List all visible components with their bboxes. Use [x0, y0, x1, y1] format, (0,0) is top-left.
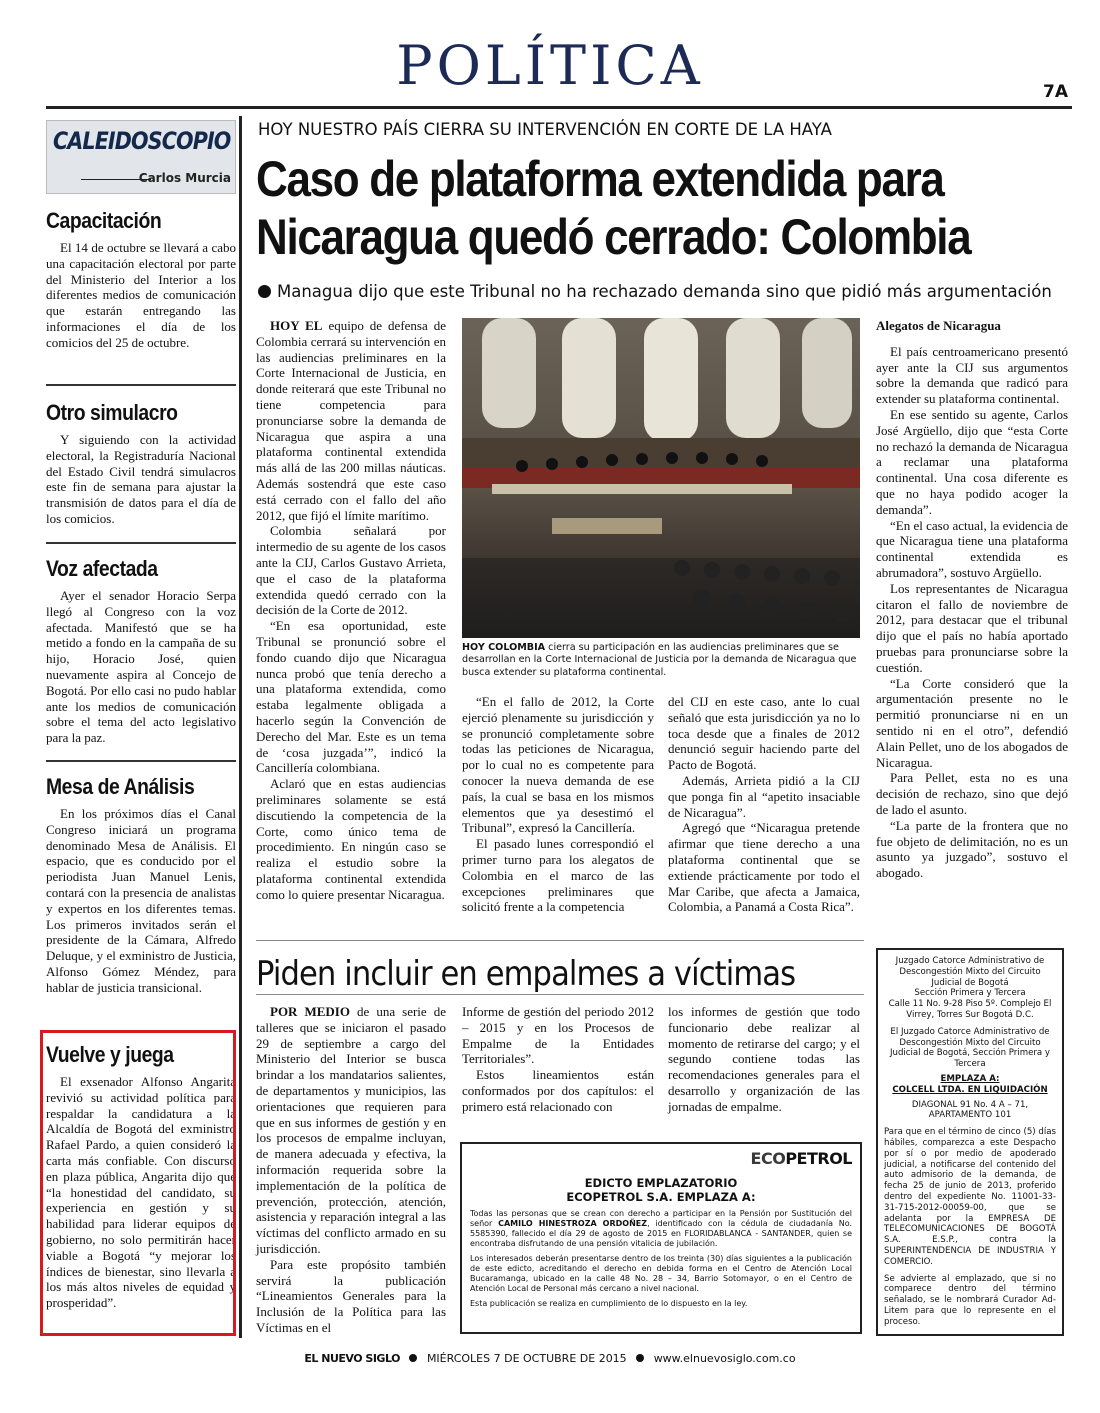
sidebar-item-body: Ayer el senador Horacio Serpa llegó al Congreso con la voz afectada. Manifestó que se ha metido a fondo en la campaña de su hijo, Horacio José, quien nuevamente aspira al Concejo de Bogotá. Por ello casi no pudo hablar ante los medios de comunicación sobre el tema del acto legislativo para la paz.: [46, 588, 236, 746]
notice-party: COLCELL LTDA. EN LIQUIDACIÓN: [892, 1084, 1048, 1095]
column-author: Carlos Murcia: [138, 171, 231, 185]
sidebar-item-mesa-de-analisis: [46, 774, 236, 996]
story-kicker: HOY NUESTRO PAÍS CIERRA SU INTERVENCIÓN EN CORTE DE LA HAYA: [258, 120, 832, 139]
sidebar-divider: [46, 384, 236, 386]
story-divider: [256, 940, 864, 941]
paragraph: de una serie de talleres que se iniciaron el pasado 29 de septiembre a cargo del Ministerio del Interior se busca brindar a los mandatarios salientes, de departamentos y municipios, las orientaciones que requieren para que en sus informes de gestión y en los procesos de empalme incluyan, de manera adecuada y efectiva, la información requerida sobre la implementación de la política de prevención, protección, atención, asistencia y reparación integral a las víctimas del conflicto armado en su jurisdicción.: [256, 1004, 446, 1256]
court-section: Sección Primera y Tercera: [914, 988, 1026, 999]
story-column-1: [256, 318, 446, 902]
sidebar-item-title: Vuelve y juega: [46, 1042, 174, 1067]
story2-column-3: [668, 1004, 860, 1115]
header-rule: [46, 106, 1072, 109]
notice-heading: EMPLAZA A:: [940, 1073, 1000, 1084]
bullet-icon: [258, 285, 271, 298]
headline-line-1: Caso de plataforma extendida para: [256, 151, 944, 207]
bullet-icon: [409, 1354, 417, 1362]
subhead-text: Managua dijo que este Tribunal no ha rechazado demanda sino que pidió más argumentación: [277, 282, 1052, 301]
party-address: DIAGONAL 91 No. 4 A – 71, APARTAMENTO 101: [911, 1099, 1029, 1121]
caption-lead: HOY COLOMBIA: [462, 642, 546, 653]
notice-title: EDICTO EMPLAZATORIO ECOPETROL S.A. EMPLAZA A:: [566, 1176, 756, 1204]
paragraph: Colombia señalará por intermedio de su agente de los casos ante la CIJ, Carlos Gustavo Arrieta, que el caso de la plataforma extendida quedó cerrado con la decisión de la Corte de 2012.: [256, 523, 446, 618]
story-column-3: [668, 694, 860, 915]
lead-in: HOY EL: [270, 318, 323, 333]
sidebar-item-title: Capacitación: [46, 208, 162, 233]
paragraph: “La Corte consideró que la argumentación presente no le permitió pronunciarse ni en un sentido ni en el otro”, defendió Alain Pellet, uno de los abogados de Nicaragua.: [876, 675, 1068, 770]
paragraph: los informes de gestión que todo funcionario debe realizar al momento de retirarse del cargo; y el segundo contiene todas las recomendaciones generales para el desarrollo y organización de las jornadas de empalme.: [668, 1004, 860, 1114]
paragraph: “En el fallo de 2012, la Corte ejerció plenamente su jurisdicción y se pronunció completamente sobre todas las peticiones de Nicaragua, por lo cual no es competente para conocer la nueva demanda de ese país, la cual se basa en los mismos elementos que ya desestimó el Tribunal”, expresó la Cancillería.: [462, 694, 654, 836]
paragraph: Aclaró que en estas audiencias preliminares solamente se está discutiendo la competencia de la Corte, como único tema de procedimiento. En ningún caso se realiza el estudio sobre la plataforma continental extendida como lo quiere presentar Nicaragua.: [256, 776, 446, 902]
court-name: Juzgado Catorce Administrativo de Descongestión Mixto del Circuito Judicial de Bogotá: [895, 956, 1045, 988]
column-badge: [46, 120, 236, 194]
sidebar-divider: [46, 760, 236, 762]
court-hall-image: [462, 318, 860, 638]
column-subtitle: Alegatos de Nicaragua: [876, 318, 1001, 333]
photo-caption: [462, 642, 860, 679]
sidebar-item-title: Voz afectada: [46, 556, 158, 581]
paragraph: “En esa oportunidad, este Tribunal se pronunció sobre el fondo cuando dijo que Nicaragua nunca probó que tenía derecho a una plataforma extendida, como estaba legalmente obligada a hacerlo según la Convención de Derecho del Mar. Este es un tema de ‘cosa juzgada’”, indicó la Cancillería colombiana.: [256, 618, 446, 776]
sidebar-item-body: En los próximos días el Canal Congreso iniciará un programa denominado Mesa de Análisis. El espacio, que es conducido por el periodista Juan Manuel Lenis, contará con la presencia de analistas y expertos en los diferentes temas. Los primeros invitados serán el presidente de la Cámara, Alfredo Deluque, y el exministro de Justicia, Alfonso Gómez Méndez, para hablar de justicia transicional.: [46, 806, 236, 995]
court-notice: [876, 948, 1064, 1336]
page-number: 7A: [1043, 82, 1068, 102]
paragraph: Además, Arrieta pidió a la CIJ que ponga fin al “apetito insaciable de Nicaragua”.: [668, 772, 860, 820]
page-footer: [0, 1352, 1100, 1365]
sidebar-item-title: Otro simulacro: [46, 400, 178, 425]
notice-paragraph: Se advierte al emplazado, que si no comparece dentro del término señalado, se le nombrará Curador Ad-Litem para que lo represente en el proceso.: [884, 1273, 1056, 1327]
notice-paragraph: Esta publicación se realiza en cumplimiento de lo dispuesto en la ley.: [470, 1299, 748, 1308]
ecopetrol-logo: ECOPETROL: [750, 1149, 852, 1168]
notice-paragraph: Todas las personas que se crean con derecho a participar en la Pensión por Sustitución del señor CAMILO HINESTROZA ORDOÑEZ, identificado con la cédula de ciudadanía No. 5585390, fallecido el día 29 de agosto de 2015 en FLORIDABLANCA - SANTANDER, quien se encontraba disfrutando de una pensión vitalicia de jubilación.: [470, 1209, 852, 1248]
paragraph: “La parte de la frontera que no fue objeto de delimitación, no es un asunto ya juzgado”, sostuvo el abogado.: [876, 817, 1068, 881]
story2-headline: Piden incluir en empalmes a víctimas: [256, 954, 796, 994]
sidebar-divider: [46, 542, 236, 544]
sidebar-item-capacitacion: [46, 208, 236, 351]
column-name: CALEIDOSCOPIO: [53, 127, 231, 155]
story2-rule: [256, 994, 864, 995]
story-headline: [256, 150, 1066, 266]
paragraph: Agregó que “Nicaragua pretende afirmar que tiene derecho a una plataforma continental que se extiende prácticamente por todo el Mar Caribe, que afecta a Jamaica, Colombia, a Panamá a Costa Rica”.: [668, 820, 860, 915]
section-title: POLÍTICA: [396, 34, 704, 97]
story2-column-2: [462, 1004, 654, 1115]
sidebar-item-title: Mesa de Análisis: [46, 774, 195, 799]
paragraph: En ese sentido su agente, Carlos José Argüello, dijo que “esta Corte no rechazó la demanda de Nicaragua a reclamar una plataforma continental. Una cosa diferente es que no haya podido acoger la demanda”.: [876, 406, 1068, 517]
publication-name: EL NUEVO SIGLO: [304, 1352, 400, 1365]
bullet-icon: [636, 1354, 644, 1362]
paragraph: Los representantes de Nicaragua citaron el fallo de noviembre de 2012, para destacar que el tribunal dijo que el país no había aportado pruebas para pronunciarse sobre la cuestión.: [876, 580, 1068, 675]
paragraph: del CIJ en este caso, ante lo cual señaló que esta jurisdicción ya no lo toca desde que a finales de 2012 denunció seguir haciendo parte del Pacto de Bogotá.: [668, 694, 860, 773]
paragraph: Para Pellet, esta no es una decisión de rechazo, sino que dejó de lado el asunto.: [876, 770, 1068, 817]
sidebar-item-voz-afectada: [46, 556, 236, 746]
headline-line-2: Nicaragua quedó cerrado: Colombia: [256, 209, 971, 265]
website-url: www.elnuevosiglo.com.co: [653, 1352, 796, 1365]
notice-paragraph: Los interesados deberán presentarse dentro de los treinta (30) días siguientes a la publicación de este edicto, acreditando el derecho en debida forma en el Centro de Atención Local Bucaramanga, ubicado en la calle 48 No. 28 – 34, Barrio Sotomayor, o en el Centro de Atención Local de Personal más cercano a nivel nacional.: [470, 1254, 852, 1293]
paragraph: El pasado lunes correspondió el primer turno para los alegatos de Colombia en el marco de las excepciones preliminares que solicitó frente a la competencia: [462, 836, 654, 915]
story2-column-1: [256, 1004, 446, 1336]
story-subhead: [258, 282, 1052, 301]
court-intro: El Juzgado Catorce Administrativo de Descongestión Mixto del Circuito Judicial de Bogotá, Sección Primera y Tercera: [889, 1026, 1050, 1070]
sidebar-item-body: El 14 de octubre se llevará a cabo una capacitación electoral por parte del Ministerio del Interior a los diferentes medios de comunicación que estarán entregando las informaciones el día de los comicios del 25 de octubre.: [46, 240, 236, 350]
court-photo: [462, 318, 860, 638]
paragraph: El país centroamericano presentó ayer ante la CIJ sus argumentos sobre la demanda que radicó para extender su plataforma continental.: [876, 343, 1068, 407]
story-column-4: [876, 318, 1068, 881]
ecopetrol-notice: [460, 1142, 862, 1334]
sidebar-item-otro-simulacro: [46, 400, 236, 527]
lead-in: POR MEDIO: [270, 1004, 350, 1019]
story-column-2: [462, 694, 654, 915]
sidebar-item-body: El exsenador Alfonso Angarita revivió su actividad política para respaldar la candidatura a la Alcaldía de Bogotá del exministro Rafael Pardo, a quien consideró la carta más confiable. Con discurso en plaza pública, Angarita dijo que “la honestidad del candidato, su experiencia en gestión y su habilidad para liderar equipos de gobierno, no solo permitirán hacer viable a Bogotá “y mejorar los índices de bienestar, sino llevarla a los más altos niveles de equidad y prosperidad”.: [46, 1074, 236, 1311]
caption-text: cierra su participación en las audiencias preliminares que se desarrollan en la Corte Internacional de Justicia por la demanda de Nicaragua que busca extender su plataforma continental.: [462, 642, 857, 678]
paragraph: Informe de gestión del periodo 2012 – 2015 y en los Procesos de Empalme de la Entidades Territoriales”.: [462, 1004, 654, 1067]
court-address: Calle 11 No. 9-28 Piso 5º. Complejo El Virrey, Torres Sur Bogotá D.C.: [888, 999, 1052, 1020]
issue-date: MIÉRCOLES 7 DE OCTUBRE DE 2015: [426, 1352, 627, 1365]
paragraph: Estos lineamientos están conformados por dos capítulos: el primero está relacionado con: [462, 1067, 654, 1114]
paragraph: equipo de defensa de Colombia cerrará su intervención en las audiencias preliminares en la Corte Internacional de Justicia, en donde reiterará que este Tribunal no tiene competencia para pronunciarse sobre la demanda de Nicaragua que aspira a una plataforma continental extendida más allá de las 200 millas náuticas. Además sostendrá que este caso está cerrado con el fallo del año 2012, que fijó el límite marítimo.: [256, 318, 446, 523]
notice-paragraph: Para que en el término de cinco (5) días hábiles, comparezca a este Despacho por sí o por medio de apoderado judicial, a notificarse del contenido del auto admisorio de la demanda, de fecha 25 de junio de 2013, proferido dentro del expediente No. 11001-33-31-715-2012-00059-00, que se adelanta por la EMPRESA DE TELECOMUNICACIONES DE BOGOTÁ S.A. E.S.P., contra la SUPERINTENDENCIA DE INDUSTRIA Y COMERCIO.: [884, 1127, 1056, 1267]
paragraph: “En el caso actual, la evidencia de que Nicaragua tiene una plataforma continental extendida es abrumadora”, sostuvo Argüello.: [876, 517, 1068, 580]
paragraph: Para este propósito también servirá la publicación “Lineamientos Generales para la Inclusión de la Política para las Víctimas en el: [256, 1256, 446, 1335]
highlight-frame: [40, 1030, 236, 1336]
sidebar-item-body: Y siguiendo con la actividad electoral, la Registraduría Nacional del Estado Civil tendrá simulacros este fin de semana para ajustar la transmisión de datos para el día de los comicios.: [46, 432, 236, 526]
